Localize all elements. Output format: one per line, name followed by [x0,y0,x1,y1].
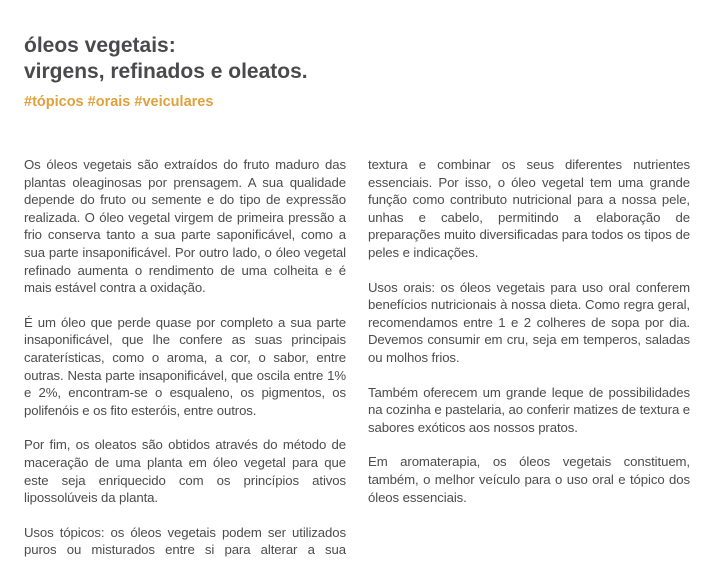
body-columns [24,156,690,559]
title-line-1: óleos vegetais: [24,34,176,57]
document-title [24,33,690,85]
paragraph-extraction: Os óleos vegetais são extraídos do fruto maduro das plantas oleaginosas por prensagem. A sua qualidade depende do fruto ou semente e do tipo de expressão realizada. O óleo vegetal virgem de primeira pressão a frio conserva tanto a sua parte saponificável, como a sua parte insaponificável. Por outro lado, o óleo vegetal refinado aumenta o rendimento de uma colheita e é mais estável contra a oxidação. [24,157,346,296]
paragraph-topical-uses: Usos tópicos: os óleos vegetais podem ser utilizados puros ou misturados entre si para alterar a sua [24,524,346,558]
paragraph-refined-oil: É um óleo que perde quase por completo a sua parte insaponificável, que lhe confere as suas principais caraterísticas, como o aroma, a cor, o sabor, entre outras. Nesta parte insaponificável, que oscila entre 1% e 2%, encontram-se o esqualeno, os pigmentos, os polifenóis e os fito esteróis, entre outros. [24,314,346,418]
left-column [24,156,346,559]
hashtag-line: #tópicos #orais #veiculares [24,94,214,110]
header [24,33,690,110]
paragraph-oral-uses: Usos orais: os óleos vegetais para uso oral conferem benefícios nutricionais à nossa dieta. Como regra geral, recomendamos entre 1 e 2 colheres de sopa por dia. Devemos consumir em cru, seja em temperos, saladas ou molhos frios. [368,279,690,365]
paragraph-cooking: Também oferecem um grande leque de possibilidades na cozinha e pastelaria, ao conferir matizes de textura e sabores exóticos aos nossos pratos. [368,384,690,435]
paragraph-aromatherapy: Em aromaterapia, os óleos vegetais constituem, também, o melhor veículo para o uso oral e tópico dos óleos essenciais. [368,454,690,505]
paragraph-topical-uses-continued: textura e combinar os seus diferentes nutrientes essenciais. Por isso, o óleo vegetal tem uma grande função como contributo nutricional para a nossa pele, unhas e cabelo, permitindo a elaboração de preparações muito diversificadas para todos os tipos de peles e indicações. [368,157,690,260]
title-line-2: virgens, refinados e oleatos. [24,60,308,83]
right-column [368,156,690,559]
paragraph-oleates: Por fim, os oleatos são obtidos através do método de maceração de uma planta em óleo vegetal para que este seja enriquecido com os princípios ativos lipossolúveis da planta. [24,437,346,506]
